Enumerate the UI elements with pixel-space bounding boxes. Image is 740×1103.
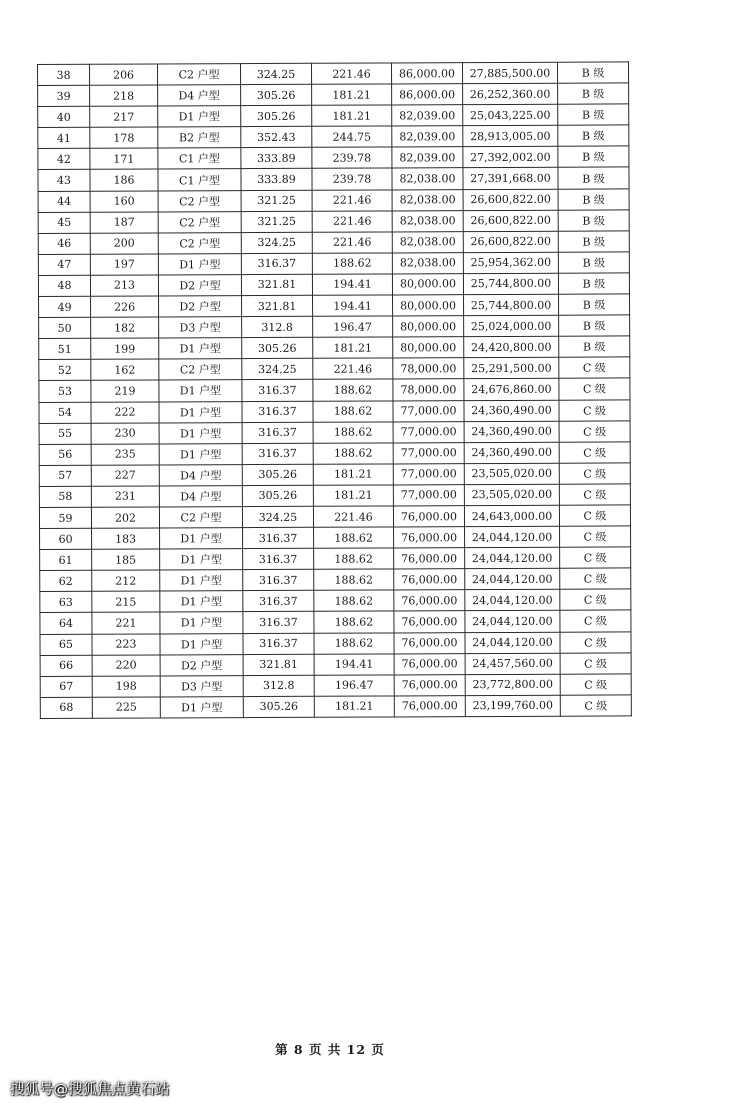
row-number-cell: 47 bbox=[38, 254, 90, 275]
row-number-cell: 40 bbox=[38, 106, 90, 127]
floor-area-cell: 333.89 bbox=[241, 169, 312, 190]
unit-type-cell: D2 户型 bbox=[158, 275, 241, 296]
total-price-cell: 23,505,020.00 bbox=[464, 484, 559, 506]
row-number-cell: 65 bbox=[40, 634, 92, 655]
grade-cell: B 级 bbox=[559, 315, 630, 336]
unit-type-cell: B2 户型 bbox=[158, 127, 241, 148]
inner-area-cell: 194.41 bbox=[313, 295, 393, 316]
table-row bbox=[39, 378, 630, 402]
row-number-cell: 41 bbox=[38, 128, 90, 149]
grade-cell: C 级 bbox=[559, 463, 630, 484]
unit-type-cell: D4 户型 bbox=[159, 485, 242, 506]
inner-area-cell: 196.47 bbox=[313, 316, 393, 337]
table-row bbox=[38, 146, 629, 170]
room-number-cell: 162 bbox=[91, 359, 159, 380]
floor-area-cell: 333.89 bbox=[241, 148, 312, 169]
unit-type-cell: D2 户型 bbox=[159, 296, 242, 317]
grade-cell: B 级 bbox=[558, 273, 629, 294]
grade-cell: C 级 bbox=[559, 421, 630, 442]
room-number-cell: 182 bbox=[91, 317, 159, 338]
floor-area-cell: 352.43 bbox=[241, 127, 312, 148]
inner-area-cell: 181.21 bbox=[314, 696, 394, 717]
total-price-cell: 23,772,800.00 bbox=[465, 674, 560, 696]
room-number-cell: 199 bbox=[91, 338, 159, 359]
floor-area-cell: 316.37 bbox=[242, 443, 313, 464]
room-number-cell: 178 bbox=[90, 127, 158, 148]
grade-cell: B 级 bbox=[558, 210, 629, 231]
unit-price-cell: 82,038.00 bbox=[392, 189, 463, 210]
grade-cell: C 级 bbox=[559, 442, 630, 463]
unit-type-cell: C1 户型 bbox=[158, 169, 241, 190]
table-row bbox=[40, 568, 631, 592]
table-row bbox=[38, 125, 629, 149]
room-number-cell: 200 bbox=[90, 233, 158, 254]
unit-price-cell: 76,000.00 bbox=[394, 527, 465, 548]
room-number-cell: 187 bbox=[90, 212, 158, 233]
unit-type-cell: D3 户型 bbox=[160, 675, 243, 696]
grade-cell: C 级 bbox=[560, 568, 631, 589]
total-price-cell: 28,913,005.00 bbox=[463, 126, 558, 148]
inner-area-cell: 188.62 bbox=[314, 527, 394, 548]
inner-area-cell: 188.62 bbox=[313, 400, 393, 421]
floor-area-cell: 305.26 bbox=[242, 485, 313, 506]
unit-price-cell: 76,000.00 bbox=[394, 548, 465, 569]
room-number-cell: 219 bbox=[91, 380, 159, 401]
unit-price-cell: 82,039.00 bbox=[392, 147, 463, 168]
unit-type-cell: D1 户型 bbox=[159, 338, 242, 359]
unit-price-cell: 86,000.00 bbox=[392, 84, 463, 105]
unit-type-cell: D3 户型 bbox=[159, 317, 242, 338]
row-number-cell: 38 bbox=[38, 64, 90, 85]
floor-area-cell: 305.26 bbox=[242, 338, 313, 359]
unit-price-cell: 76,000.00 bbox=[394, 569, 465, 590]
room-number-cell: 223 bbox=[92, 634, 160, 655]
unit-price-cell: 82,038.00 bbox=[392, 231, 463, 252]
total-price-cell: 25,024,000.00 bbox=[464, 315, 559, 337]
floor-area-cell: 312.8 bbox=[242, 316, 313, 337]
room-number-cell: 212 bbox=[92, 570, 160, 591]
floor-area-cell: 316.37 bbox=[242, 422, 313, 443]
grade-cell: C 级 bbox=[559, 378, 630, 399]
floor-area-cell: 324.25 bbox=[242, 359, 313, 380]
unit-price-cell: 82,039.00 bbox=[392, 126, 463, 147]
row-number-cell: 39 bbox=[38, 85, 90, 106]
floor-area-cell: 316.37 bbox=[243, 612, 314, 633]
total-price-cell: 24,360,490.00 bbox=[464, 442, 559, 464]
unit-price-cell: 76,000.00 bbox=[394, 674, 465, 695]
total-price-cell: 26,600,822.00 bbox=[463, 210, 558, 232]
room-number-cell: 198 bbox=[92, 676, 160, 697]
grade-cell: B 级 bbox=[558, 104, 629, 125]
unit-type-cell: C1 户型 bbox=[158, 148, 241, 169]
inner-area-cell: 239.78 bbox=[312, 168, 392, 189]
inner-area-cell: 188.62 bbox=[314, 632, 394, 653]
total-price-cell: 24,360,490.00 bbox=[464, 421, 559, 443]
grade-cell: C 级 bbox=[559, 505, 630, 526]
unit-price-cell: 76,000.00 bbox=[394, 590, 465, 611]
inner-area-cell: 188.62 bbox=[314, 590, 394, 611]
floor-area-cell: 316.37 bbox=[242, 401, 313, 422]
inner-area-cell: 181.21 bbox=[312, 105, 392, 126]
grade-cell: B 级 bbox=[558, 146, 629, 167]
floor-area-cell: 305.26 bbox=[242, 464, 313, 485]
inner-area-cell: 221.46 bbox=[313, 358, 393, 379]
unit-type-cell: D1 户型 bbox=[160, 633, 243, 654]
table-row bbox=[38, 83, 629, 107]
table-row bbox=[40, 653, 631, 677]
floor-area-cell: 316.37 bbox=[243, 591, 314, 612]
grade-cell: B 级 bbox=[558, 83, 629, 104]
room-number-cell: 227 bbox=[91, 465, 159, 486]
grade-cell: C 级 bbox=[560, 653, 631, 674]
unit-price-cell: 78,000.00 bbox=[393, 358, 464, 379]
floor-area-cell: 321.25 bbox=[241, 190, 312, 211]
inner-area-cell: 194.41 bbox=[314, 654, 394, 675]
unit-type-cell: D1 户型 bbox=[160, 570, 243, 591]
row-number-cell: 48 bbox=[38, 275, 90, 296]
unit-price-cell: 82,039.00 bbox=[392, 105, 463, 126]
table-row bbox=[39, 399, 630, 423]
table-row bbox=[38, 62, 629, 86]
inner-area-cell: 188.62 bbox=[314, 548, 394, 569]
unit-price-cell: 77,000.00 bbox=[393, 421, 464, 442]
table-row bbox=[38, 104, 629, 128]
floor-area-cell: 324.25 bbox=[242, 506, 313, 527]
room-number-cell: 160 bbox=[90, 191, 158, 212]
floor-area-cell: 321.25 bbox=[241, 211, 312, 232]
unit-type-cell: C2 户型 bbox=[158, 190, 241, 211]
room-number-cell: 197 bbox=[90, 254, 158, 275]
room-number-cell: 183 bbox=[92, 528, 160, 549]
grade-cell: C 级 bbox=[560, 547, 631, 568]
inner-area-cell: 181.21 bbox=[313, 464, 393, 485]
row-number-cell: 55 bbox=[39, 423, 91, 444]
table-row bbox=[39, 421, 630, 445]
total-price-cell: 23,199,760.00 bbox=[465, 695, 560, 717]
floor-area-cell: 316.37 bbox=[242, 380, 313, 401]
unit-price-cell: 76,000.00 bbox=[394, 632, 465, 653]
unit-price-table bbox=[37, 61, 632, 718]
row-number-cell: 51 bbox=[39, 338, 91, 359]
row-number-cell: 63 bbox=[40, 592, 92, 613]
inner-area-cell: 188.62 bbox=[313, 422, 393, 443]
room-number-cell: 222 bbox=[91, 401, 159, 422]
unit-price-cell: 76,000.00 bbox=[393, 506, 464, 527]
floor-area-cell: 312.8 bbox=[243, 675, 314, 696]
grade-cell: B 级 bbox=[558, 252, 629, 273]
unit-price-cell: 76,000.00 bbox=[394, 611, 465, 632]
unit-type-cell: D1 户型 bbox=[160, 549, 243, 570]
room-number-cell: 221 bbox=[92, 612, 160, 633]
table-row bbox=[40, 547, 631, 571]
total-price-cell: 24,044,120.00 bbox=[465, 568, 560, 590]
unit-type-cell: D1 户型 bbox=[160, 528, 243, 549]
row-number-cell: 66 bbox=[40, 655, 92, 676]
row-number-cell: 52 bbox=[39, 360, 91, 381]
unit-type-cell: C2 户型 bbox=[158, 232, 241, 253]
table-row bbox=[38, 231, 629, 255]
grade-cell: B 级 bbox=[558, 188, 629, 209]
row-number-cell: 59 bbox=[39, 507, 91, 528]
row-number-cell: 60 bbox=[40, 528, 92, 549]
room-number-cell: 225 bbox=[92, 697, 160, 718]
row-number-cell: 62 bbox=[40, 571, 92, 592]
grade-cell: C 级 bbox=[559, 357, 630, 378]
row-number-cell: 44 bbox=[38, 191, 90, 212]
room-number-cell: 230 bbox=[91, 423, 159, 444]
table-row bbox=[39, 357, 630, 381]
room-number-cell: 218 bbox=[90, 85, 158, 106]
table-row bbox=[40, 695, 631, 719]
room-number-cell: 202 bbox=[91, 507, 159, 528]
unit-price-cell: 82,038.00 bbox=[392, 168, 463, 189]
total-price-cell: 24,044,120.00 bbox=[465, 526, 560, 548]
row-number-cell: 54 bbox=[39, 402, 91, 423]
table-row bbox=[40, 589, 631, 613]
unit-type-cell: C2 户型 bbox=[159, 507, 242, 528]
grade-cell: B 级 bbox=[557, 62, 628, 83]
unit-price-cell: 76,000.00 bbox=[394, 653, 465, 674]
unit-type-cell: D1 户型 bbox=[159, 422, 242, 443]
inner-area-cell: 188.62 bbox=[313, 443, 393, 464]
floor-area-cell: 305.26 bbox=[241, 84, 312, 105]
unit-price-cell: 77,000.00 bbox=[393, 442, 464, 463]
inner-area-cell: 221.46 bbox=[311, 63, 391, 84]
unit-price-cell: 82,038.00 bbox=[392, 210, 463, 231]
inner-area-cell: 188.62 bbox=[314, 611, 394, 632]
room-number-cell: 217 bbox=[90, 106, 158, 127]
floor-area-cell: 316.37 bbox=[243, 633, 314, 654]
unit-price-cell: 76,000.00 bbox=[394, 695, 465, 716]
grade-cell: C 级 bbox=[560, 526, 631, 547]
grade-cell: C 级 bbox=[559, 399, 630, 420]
unit-type-cell: D2 户型 bbox=[160, 654, 243, 675]
unit-type-cell: D1 户型 bbox=[160, 591, 243, 612]
total-price-cell: 23,505,020.00 bbox=[464, 463, 559, 485]
unit-price-cell: 82,038.00 bbox=[392, 252, 463, 273]
unit-type-cell: C2 户型 bbox=[159, 359, 242, 380]
total-price-cell: 24,420,800.00 bbox=[464, 336, 559, 358]
floor-area-cell: 316.37 bbox=[243, 548, 314, 569]
row-number-cell: 45 bbox=[38, 212, 90, 233]
room-number-cell: 226 bbox=[91, 296, 159, 317]
table-row bbox=[38, 273, 629, 297]
row-number-cell: 57 bbox=[39, 465, 91, 486]
inner-area-cell: 221.46 bbox=[313, 506, 393, 527]
total-price-cell: 26,600,822.00 bbox=[463, 231, 558, 253]
unit-type-cell: D1 户型 bbox=[158, 106, 241, 127]
total-price-cell: 25,744,800.00 bbox=[464, 294, 559, 316]
table-row bbox=[38, 188, 629, 212]
room-number-cell: 185 bbox=[92, 549, 160, 570]
row-number-cell: 64 bbox=[40, 613, 92, 634]
grade-cell: B 级 bbox=[558, 231, 629, 252]
total-price-cell: 24,360,490.00 bbox=[464, 400, 559, 422]
table-row bbox=[40, 526, 631, 550]
floor-area-cell: 321.81 bbox=[241, 274, 312, 295]
inner-area-cell: 221.46 bbox=[312, 190, 392, 211]
total-price-cell: 24,044,120.00 bbox=[465, 547, 560, 569]
unit-price-cell: 77,000.00 bbox=[393, 485, 464, 506]
floor-area-cell: 305.26 bbox=[241, 105, 312, 126]
row-number-cell: 43 bbox=[38, 170, 90, 191]
unit-price-cell: 80,000.00 bbox=[392, 274, 463, 295]
row-number-cell: 53 bbox=[39, 381, 91, 402]
total-price-cell: 24,044,120.00 bbox=[465, 611, 560, 633]
grade-cell: C 级 bbox=[560, 695, 631, 716]
total-price-cell: 25,043,225.00 bbox=[463, 104, 558, 126]
floor-area-cell: 321.81 bbox=[243, 654, 314, 675]
room-number-cell: 215 bbox=[92, 591, 160, 612]
row-number-cell: 58 bbox=[39, 486, 91, 507]
inner-area-cell: 188.62 bbox=[313, 379, 393, 400]
total-price-cell: 27,885,500.00 bbox=[462, 62, 557, 84]
table-row bbox=[39, 484, 630, 508]
unit-price-cell: 80,000.00 bbox=[393, 295, 464, 316]
inner-area-cell: 181.21 bbox=[313, 485, 393, 506]
room-number-cell: 186 bbox=[90, 169, 158, 190]
room-number-cell: 235 bbox=[91, 444, 159, 465]
total-price-cell: 24,457,560.00 bbox=[465, 653, 560, 675]
unit-price-cell: 78,000.00 bbox=[393, 379, 464, 400]
unit-price-cell: 80,000.00 bbox=[393, 316, 464, 337]
unit-type-cell: D1 户型 bbox=[159, 443, 242, 464]
room-number-cell: 220 bbox=[92, 655, 160, 676]
inner-area-cell: 188.62 bbox=[314, 569, 394, 590]
total-price-cell: 25,744,800.00 bbox=[463, 273, 558, 295]
inner-area-cell: 194.41 bbox=[312, 274, 392, 295]
table-row bbox=[38, 210, 629, 234]
floor-area-cell: 316.37 bbox=[241, 253, 312, 274]
row-number-cell: 67 bbox=[40, 676, 92, 697]
table-row bbox=[39, 442, 630, 466]
table-row bbox=[40, 674, 631, 698]
unit-type-cell: D1 户型 bbox=[159, 380, 242, 401]
total-price-cell: 24,044,120.00 bbox=[465, 632, 560, 654]
grade-cell: C 级 bbox=[560, 631, 631, 652]
unit-type-cell: D1 户型 bbox=[159, 401, 242, 422]
unit-type-cell: D1 户型 bbox=[160, 612, 243, 633]
total-price-cell: 27,391,668.00 bbox=[463, 168, 558, 190]
grade-cell: B 级 bbox=[559, 294, 630, 315]
page-indicator: 第 8 页 共 12 页 bbox=[275, 1042, 385, 1057]
floor-area-cell: 324.25 bbox=[241, 232, 312, 253]
unit-type-cell: D1 户型 bbox=[158, 253, 241, 274]
unit-type-cell: D1 户型 bbox=[160, 696, 243, 717]
unit-price-cell: 86,000.00 bbox=[391, 63, 462, 84]
table-body bbox=[38, 62, 632, 718]
inner-area-cell: 221.46 bbox=[312, 211, 392, 232]
row-number-cell: 56 bbox=[39, 444, 91, 465]
total-price-cell: 26,600,822.00 bbox=[463, 189, 558, 211]
table-row bbox=[39, 294, 630, 318]
unit-type-cell: C2 户型 bbox=[158, 211, 241, 232]
table-row bbox=[40, 631, 631, 655]
inner-area-cell: 244.75 bbox=[312, 126, 392, 147]
inner-area-cell: 181.21 bbox=[312, 84, 392, 105]
unit-price-cell: 77,000.00 bbox=[393, 400, 464, 421]
table-row bbox=[38, 252, 629, 276]
room-number-cell: 171 bbox=[90, 148, 158, 169]
inner-area-cell: 196.47 bbox=[314, 675, 394, 696]
grade-cell: B 级 bbox=[558, 125, 629, 146]
inner-area-cell: 239.78 bbox=[312, 147, 392, 168]
table-row bbox=[38, 167, 629, 191]
floor-area-cell: 324.25 bbox=[241, 63, 312, 84]
floor-area-cell: 316.37 bbox=[243, 570, 314, 591]
total-price-cell: 25,954,362.00 bbox=[463, 252, 558, 274]
row-number-cell: 42 bbox=[38, 149, 90, 170]
room-number-cell: 213 bbox=[90, 275, 158, 296]
row-number-cell: 61 bbox=[40, 549, 92, 570]
floor-area-cell: 321.81 bbox=[242, 295, 313, 316]
total-price-cell: 24,643,000.00 bbox=[464, 505, 559, 527]
unit-type-cell: C2 户型 bbox=[158, 64, 241, 85]
floor-area-cell: 316.37 bbox=[243, 527, 314, 548]
total-price-cell: 24,044,120.00 bbox=[465, 590, 560, 612]
grade-cell: C 级 bbox=[560, 674, 631, 695]
table-row bbox=[39, 505, 630, 529]
grade-cell: C 级 bbox=[559, 484, 630, 505]
grade-cell: B 级 bbox=[558, 167, 629, 188]
total-price-cell: 26,252,360.00 bbox=[463, 83, 558, 105]
inner-area-cell: 188.62 bbox=[312, 253, 392, 274]
watermark-text: 搜狐号@搜狐焦点黄石站 bbox=[10, 1082, 170, 1098]
inner-area-cell: 221.46 bbox=[312, 232, 392, 253]
grade-cell: C 级 bbox=[560, 610, 631, 631]
table-row bbox=[39, 336, 630, 360]
row-number-cell: 46 bbox=[38, 233, 90, 254]
table-row bbox=[40, 610, 631, 634]
table-row bbox=[39, 315, 630, 339]
row-number-cell: 50 bbox=[39, 317, 91, 338]
total-price-cell: 27,392,002.00 bbox=[463, 147, 558, 169]
table-row bbox=[39, 463, 630, 487]
row-number-cell: 49 bbox=[39, 296, 91, 317]
total-price-cell: 25,291,500.00 bbox=[464, 358, 559, 380]
unit-type-cell: D4 户型 bbox=[158, 85, 241, 106]
total-price-cell: 24,676,860.00 bbox=[464, 379, 559, 401]
room-number-cell: 206 bbox=[90, 64, 158, 85]
unit-type-cell: D4 户型 bbox=[159, 464, 242, 485]
room-number-cell: 231 bbox=[91, 486, 159, 507]
unit-price-cell: 80,000.00 bbox=[393, 337, 464, 358]
row-number-cell: 68 bbox=[40, 697, 92, 718]
unit-price-cell: 77,000.00 bbox=[393, 463, 464, 484]
grade-cell: C 级 bbox=[560, 589, 631, 610]
floor-area-cell: 305.26 bbox=[243, 696, 314, 717]
grade-cell: B 级 bbox=[559, 336, 630, 357]
inner-area-cell: 181.21 bbox=[313, 337, 393, 358]
